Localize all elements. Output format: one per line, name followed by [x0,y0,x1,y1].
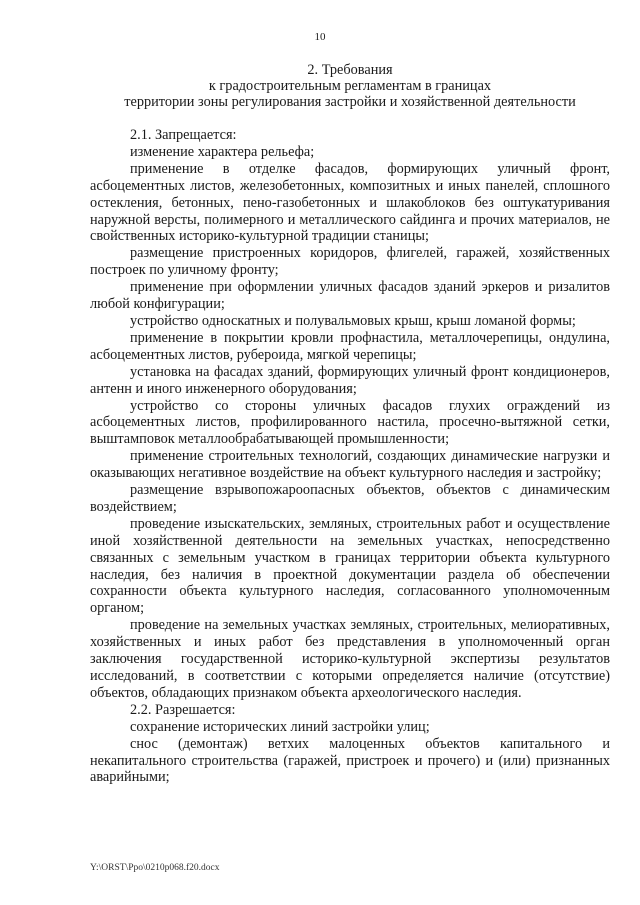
title-line-1: 2. Требования [307,62,393,78]
title-line-2: к градостроительным регламентам в границах [208,78,492,94]
file-path-footer: Y:\ORST\Ppo\0210p068.f20.docx [90,863,220,873]
paragraph: снос (демонтаж) ветхих малоценных объектов капитального и некапитального строительства (гаражей, пристроек и прочего) и (или) признанных аварийными; [90,735,610,786]
title-line-3: территории зоны регулирования застройки и хозяйственной деятельности [124,94,576,110]
section-title [60,62,640,110]
paragraph: размещение пристроенных коридоров, флигелей, гаражей, хозяйственных построек по уличному фронту; [90,245,610,279]
paragraph: применение в покрытии кровли профнастила, металлочерепицы, ондулина, асбоцементных листов, рубероида, мягкой черепицы; [90,329,610,363]
paragraph: проведение изыскательских, земляных, строительных работ и осуществление иной хозяйственной деятельности на земельных участках, непосредственно связанных с земельным участком в границах территории объекта культурного наследия, без наличия в проектной документации раздела об обеспечении сохранности объекта культурного наследия, согласованного уполномоченным органом; [90,515,610,617]
paragraph: сохранение исторических линий застройки улиц; [130,718,430,735]
subsection-heading-allowed: 2.2. Разрешается: [130,701,236,718]
paragraph: устройство односкатных и полувальмовых крыш, крыш ломаной формы; [130,312,576,329]
paragraph: применение в отделке фасадов, формирующих уличный фронт, асбоцементных листов, железобетонных, композитных и иных панелей, сплошного остекления, бетонных, пено-газобетонных и шлакоблоков без оштукатуривания наружной версты, полимерного и металлического сайдинга и прочих материалов, не свойственных историко-культурной традиции станицы; [90,160,610,245]
paragraph: применение строительных технологий, создающих динамические нагрузки и оказывающих негативное воздействие на объект культурного наследия и застройку; [90,448,610,482]
paragraph: применение при оформлении уличных фасадов зданий эркеров и ризалитов любой конфигурации; [90,279,610,313]
paragraph: размещение взрывопожароопасных объектов, объектов с динамическим воздействием; [90,482,610,515]
paragraph: изменение характера рельефа; [130,143,315,160]
paragraph: проведение на земельных участках земляных, строительных, мелиоративных, хозяйственных и иных работ без представления в уполномоченный орган заключения государственной историко-культурной экспертизы результатов исследований, в соответствии с которыми определяется наличие (отсутствие) объектов, обладающих признаком объекта археологического наследия. [90,617,610,701]
document-body [90,127,610,786]
subsection-heading-prohibited: 2.1. Запрещается: [130,127,237,143]
paragraph: установка на фасадах зданий, формирующих уличный фронт кондиционеров, антенн и иного инженерного оборудования; [90,363,610,397]
paragraph: устройство со стороны уличных фасадов глухих ограждений из асбоцементных листов, профилированного настила, просечно-вытяжной сетки, выштамповок металлообрабатывающей промышленности; [90,397,610,448]
page-number: 10 [314,31,326,43]
